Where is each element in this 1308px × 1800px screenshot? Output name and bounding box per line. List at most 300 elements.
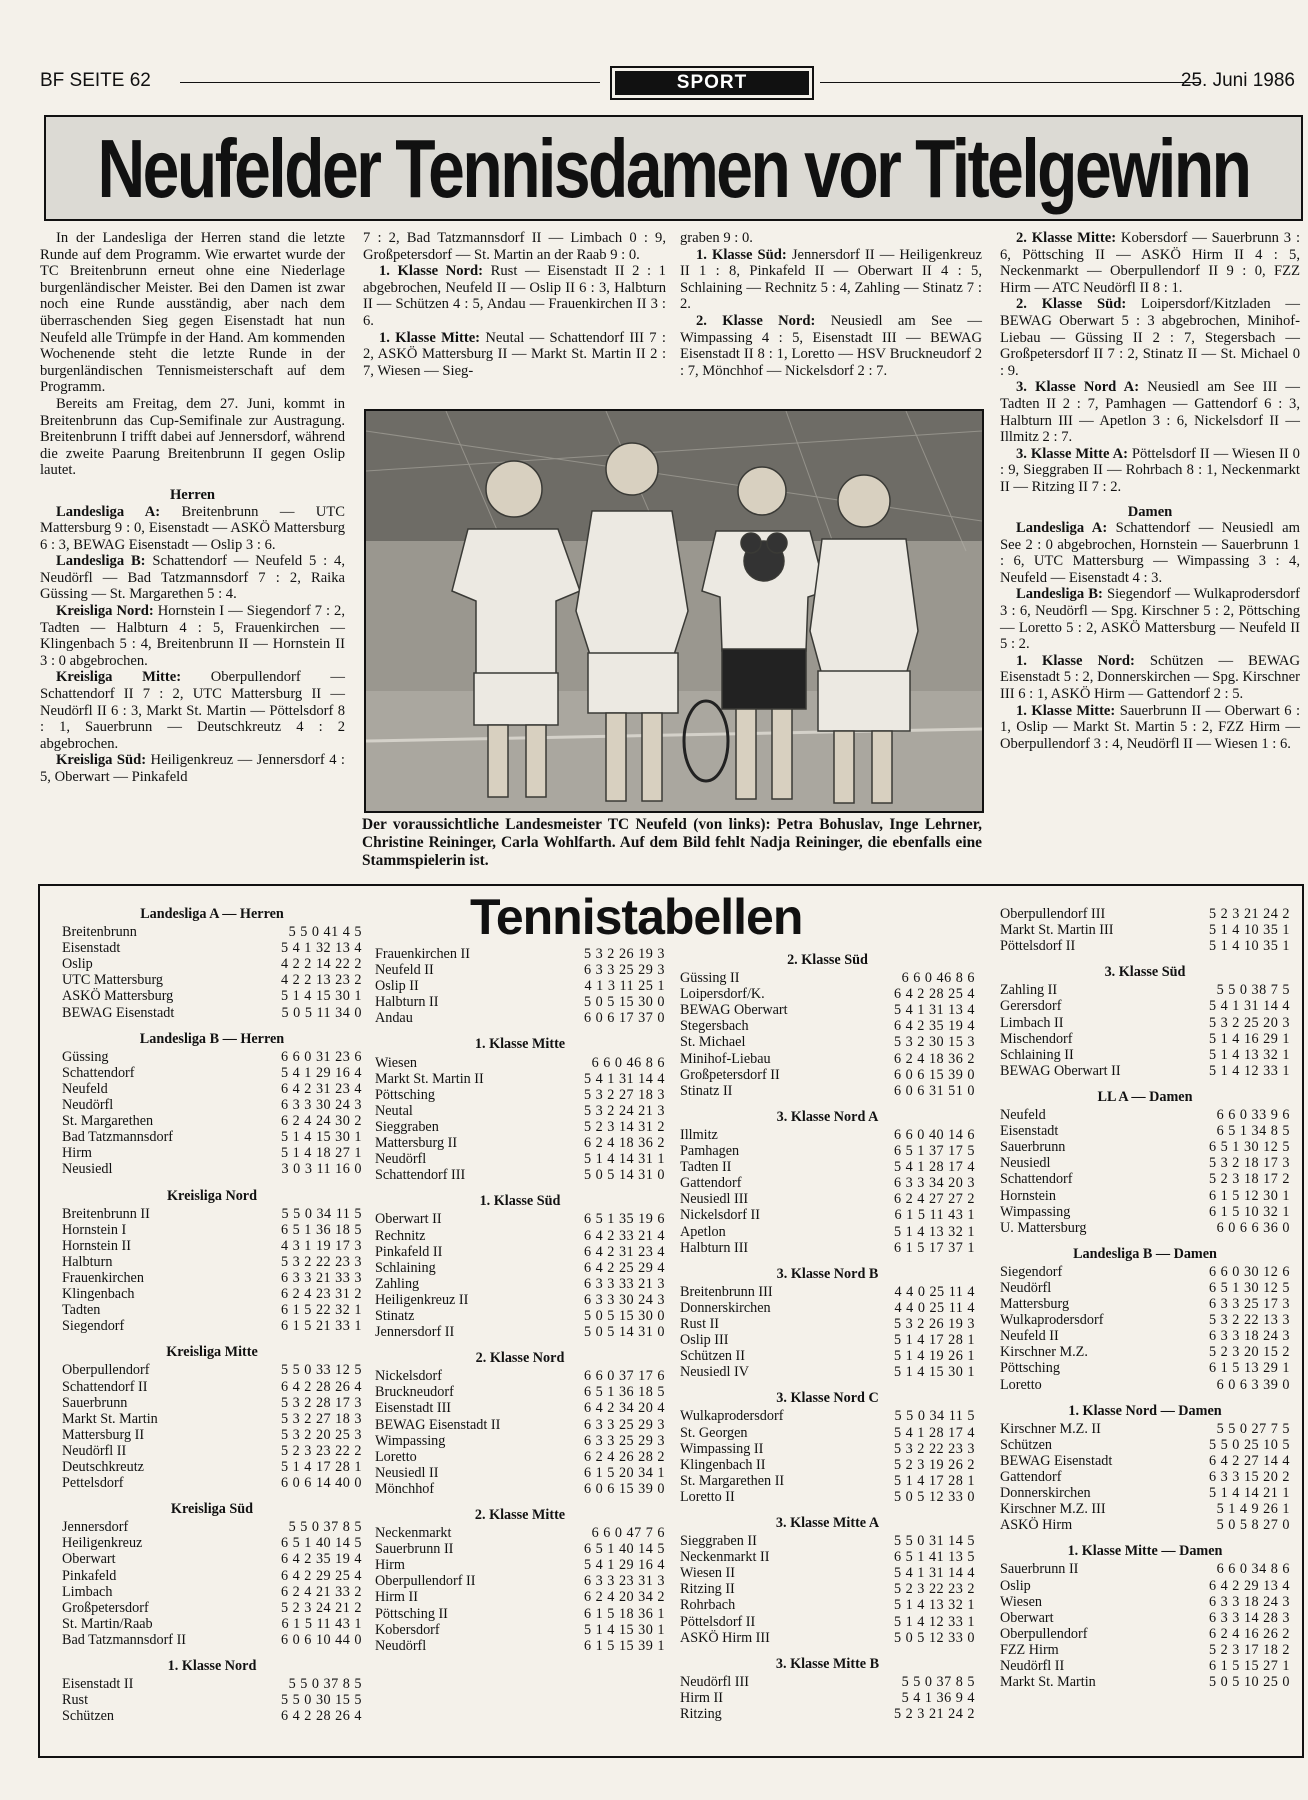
team-name: Rust — [62, 1692, 89, 1709]
team-name: ASKÖ Mattersburg — [62, 988, 174, 1005]
result-paragraph: 2. Klasse Nord: Neusiedl am See — Wimpassing 4 : 5, Eisenstadt III — BEWAG Eisenstadt II 8 : 1, Loretto — HSV Bruckneudorf 2 : 7, Mönchhof — Nickelsdorf 2 : 7. — [680, 312, 982, 379]
team-name: BEWAG Oberwart II — [1000, 1062, 1121, 1079]
team-name: BEWAG Oberwart — [680, 1002, 788, 1019]
table-row — [375, 1103, 665, 1119]
team-name: Markt St. Martin — [1000, 1674, 1096, 1691]
team-stats: 5 1 4 9 26 1 — [1216, 1501, 1290, 1518]
table-row — [62, 1113, 362, 1129]
table-row — [680, 1191, 975, 1207]
team-name: Wiesen — [1000, 1593, 1042, 1610]
article-paragraph: In der Landesliga der Herren stand die letzte Runde auf dem Programm. Wie erwartet wurde der TC Breitenbrunn erneut ohne eine Niederlage burgenländischer Meister. Bei den Damen ist zwar noch eine Runde ausständig, aber nach dem überraschenden Sieg gegen Eisenstadt hat nun Neufeld alle Trümpfe in der Hand. Am kommenden Wochenende steht die letzte Runde in der burgenländischen Tennismeisterschaft auf dem Programm. — [40, 230, 345, 396]
team-name: Wiesen II — [680, 1565, 735, 1582]
team-name: Wulkaprodersdorf — [1000, 1312, 1104, 1329]
team-name: Pöttsching — [375, 1086, 435, 1103]
team-stats: 6 1 5 13 29 1 — [1209, 1360, 1290, 1377]
table-row — [1000, 1360, 1290, 1376]
team-name: Frauenkirchen — [62, 1269, 144, 1286]
team-name: Sieggraben II — [680, 1533, 757, 1550]
table-title: Kreisliga Süd — [170, 1501, 254, 1518]
team-stats: 5 1 4 12 33 1 — [1209, 1062, 1290, 1079]
team-name: Hornstein II — [62, 1237, 131, 1254]
tables-column-4 — [1000, 906, 1290, 1700]
table-row — [375, 1606, 665, 1622]
team-stats: 6 1 5 20 34 1 — [584, 1464, 665, 1481]
team-name: Güssing II — [680, 970, 740, 987]
table-row — [1000, 1578, 1290, 1594]
table-row — [680, 1597, 975, 1613]
headline-box — [44, 115, 1303, 221]
team-name: Jennersdorf II — [375, 1324, 455, 1341]
team-name: Mischendorf — [1000, 1030, 1073, 1047]
team-name: Kobersdorf — [375, 1621, 440, 1638]
table-row — [375, 994, 665, 1010]
table-row — [680, 1207, 975, 1223]
team-name: Neudörfl II — [62, 1442, 127, 1459]
team-name: Neutal — [375, 1102, 413, 1119]
team-name: Eisenstadt II — [62, 1676, 134, 1693]
team-name: Oberwart — [1000, 1609, 1054, 1626]
table-row — [680, 1549, 975, 1565]
team-stats: 5 1 4 13 32 1 — [894, 1597, 975, 1614]
table-title: Landesliga B — Damen — [1073, 1245, 1217, 1262]
team-name: Neusiedl IV — [680, 1364, 749, 1381]
team-name: Halbturn — [62, 1253, 113, 1270]
subheading-herren: Herren — [169, 486, 216, 503]
table-row — [375, 1638, 665, 1654]
team-name: Mönchhof — [375, 1480, 435, 1497]
result-paragraph: 3. Klasse Nord A: Neusiedl am See III — Tadten II 2 : 7, Pamhagen — Gattendorf 6 : 3, Halbturn III — Apetlon 3 : 6, Nickelsdorf II — Illmitz 2 : 7. — [1000, 379, 1301, 446]
standings-table — [62, 1658, 362, 1724]
table-row — [62, 1692, 362, 1708]
table-row — [680, 1034, 975, 1050]
table-row — [375, 1417, 665, 1433]
team-stats: 6 6 0 47 7 6 — [591, 1525, 665, 1542]
table-row — [62, 1302, 362, 1318]
team-stats: 5 1 4 14 21 1 — [1209, 1485, 1290, 1502]
team-name: Pöttelsdorf II — [680, 1613, 756, 1630]
table-row — [375, 978, 665, 994]
team-stats: 6 5 1 35 19 6 — [584, 1211, 665, 1228]
team-name: Stegersbach — [680, 1018, 749, 1035]
team-stats: 6 1 5 11 43 1 — [281, 1615, 362, 1632]
team-name: Tadten — [62, 1302, 101, 1319]
team-stats: 6 0 6 10 44 0 — [281, 1631, 362, 1648]
table-row — [375, 962, 665, 978]
standings-table — [1000, 1089, 1290, 1236]
standings-table — [375, 1193, 665, 1340]
team-name: Gattendorf — [1000, 1469, 1062, 1485]
team-stats: 6 0 6 15 39 0 — [894, 1066, 975, 1083]
table-row — [680, 1051, 975, 1067]
team-name: Wulkaprodersdorf — [680, 1408, 784, 1425]
team-name: Breitenbrunn II — [62, 1205, 150, 1222]
team-name: Oberwart II — [375, 1211, 442, 1228]
table-row — [680, 1240, 975, 1256]
table-row — [62, 956, 362, 972]
team-name: Neudörfl III — [680, 1673, 749, 1690]
team-name: Mattersburg — [1000, 1296, 1070, 1313]
team-name: Pöttsching — [1000, 1360, 1060, 1377]
table-title: LL A — Damen — [1097, 1088, 1193, 1105]
team-stats: 6 2 4 20 34 2 — [584, 1589, 665, 1606]
table-row — [1000, 1220, 1290, 1236]
table-row — [62, 1459, 362, 1475]
team-stats: 6 3 3 25 29 3 — [584, 1416, 665, 1433]
team-stats: 5 1 4 15 30 1 — [281, 1129, 362, 1146]
table-row — [62, 988, 362, 1004]
team-name: Limbach II — [1000, 1014, 1064, 1031]
team-stats: 5 5 0 34 11 5 — [894, 1408, 975, 1425]
team-stats: 5 3 2 22 23 3 — [894, 1440, 975, 1457]
team-name: Tadten II — [680, 1159, 732, 1176]
team-name: Schützen — [1000, 1436, 1053, 1453]
table-row — [1000, 1155, 1290, 1171]
team-name: Sauerbrunn II — [375, 1541, 454, 1558]
team-stats: 6 5 1 34 8 5 — [1216, 1123, 1290, 1140]
result-paragraph: Kreisliga Nord: Hornstein I — Siegendorf 7 : 2, Tadten — Halbturn 4 : 5, Frauenkirchen — Klingenbach 5 : 4, Breitenbrunn II — Hornstein II 3 : 0 abgebrochen. — [40, 603, 345, 669]
article-column-2 — [363, 230, 666, 379]
team-name: Hornstein — [1000, 1187, 1056, 1204]
team-name: Eisenstadt III — [375, 1400, 452, 1417]
table-row — [375, 946, 665, 962]
article-paragraph: Bereits am Freitag, dem 27. Juni, kommt in Breitenbrunn das Cup-Semifinale zur Austragung. Breitenbrunn I trifft dabei auf Jennersdorf, während die zweite Paarung Breitenbrunn II gegen Oslip lautet. — [40, 395, 345, 479]
team-stats: 6 0 6 17 37 0 — [584, 1010, 665, 1027]
team-name: Rust II — [680, 1315, 720, 1332]
team-name: Bad Tatzmannsdorf II — [62, 1631, 187, 1648]
table-row — [1000, 1139, 1290, 1155]
table-row — [680, 970, 975, 986]
team-name: Stinatz II — [680, 1082, 733, 1099]
team-name: Heiligenkreuz II — [375, 1291, 469, 1308]
table-row — [1000, 1031, 1290, 1047]
table-title: 2. Klasse Süd — [787, 952, 868, 968]
article-paragraph: 7 : 2, Bad Tatzmannsdorf II — Limbach 0 : 9, Großpetersdorf — St. Martin an der Raab 9 : 0. — [363, 230, 666, 263]
table-row — [375, 1449, 665, 1465]
team-name: Pettelsdorf — [62, 1475, 124, 1492]
team-name: Breitenbrunn III — [680, 1283, 773, 1300]
team-stats: 6 3 3 14 28 3 — [1209, 1609, 1290, 1626]
team-name: Pinkafeld II — [375, 1243, 443, 1260]
team-name: Sauerbrunn — [62, 1394, 128, 1411]
team-name: Pinkafeld — [62, 1567, 117, 1584]
team-stats: 6 3 3 18 24 3 — [1209, 1328, 1290, 1345]
table-row — [375, 1384, 665, 1400]
table-row — [62, 1395, 362, 1411]
table-row — [62, 972, 362, 988]
team-name: Neusiedl — [62, 1161, 113, 1178]
table-row — [680, 1348, 975, 1364]
team-stats: 5 2 3 22 23 2 — [894, 1581, 975, 1598]
table-row — [62, 1161, 362, 1177]
table-row — [375, 1228, 665, 1244]
team-stats: 6 2 4 27 27 2 — [894, 1191, 975, 1208]
table-row — [1000, 1469, 1290, 1485]
table-row — [62, 1379, 362, 1395]
table-row — [680, 986, 975, 1002]
table-row — [680, 1083, 975, 1099]
team-name: Siegendorf — [62, 1318, 125, 1335]
team-name: Neusiedl III — [680, 1191, 749, 1208]
team-name: Apetlon — [680, 1223, 726, 1240]
article-paragraph: graben 9 : 0. — [680, 230, 753, 246]
table-row — [1000, 1344, 1290, 1360]
table-row — [62, 1097, 362, 1113]
team-name: Oslip III — [680, 1332, 729, 1349]
page-header — [40, 70, 1295, 96]
team-name: Breitenbrunn — [62, 924, 137, 941]
table-row — [1000, 1501, 1290, 1517]
team-stats: 5 1 4 13 32 1 — [1209, 1046, 1290, 1063]
table-row — [680, 1473, 975, 1489]
team-name: Großpetersdorf II — [680, 1066, 780, 1083]
team-name: Oberpullendorf — [1000, 1625, 1088, 1642]
table-row — [62, 1206, 362, 1222]
team-name: Hirm — [62, 1145, 92, 1162]
team-stats: 6 0 6 6 36 0 — [1216, 1219, 1290, 1236]
team-name: Loretto — [375, 1448, 417, 1465]
result-paragraph: Landesliga B: Schattendorf — Neufeld 5 : 4, Neudörfl — Bad Tatzmannsdorf 7 : 2, Raika Güssing — St. Margarethen 5 : 4. — [40, 553, 345, 603]
table-row — [375, 1151, 665, 1167]
team-stats: 5 0 5 14 31 0 — [584, 1167, 665, 1184]
team-stats: 5 5 0 25 10 5 — [1209, 1436, 1290, 1453]
team-stats: 5 2 3 24 21 2 — [281, 1599, 362, 1616]
subheading-damen: Damen — [1127, 503, 1173, 520]
table-row — [62, 1535, 362, 1551]
table-row — [1000, 922, 1290, 938]
team-name: Neudörfl — [62, 1097, 114, 1114]
team-name: Bruckneudorf — [375, 1384, 454, 1401]
table-row — [62, 1270, 362, 1286]
team-stats: 5 0 5 10 25 0 — [1209, 1674, 1290, 1691]
team-stats: 6 1 5 10 32 1 — [1209, 1203, 1290, 1220]
table-row — [62, 1238, 362, 1254]
team-stats: 6 2 4 24 30 2 — [281, 1113, 362, 1130]
team-stats: 5 5 0 34 11 5 — [281, 1205, 362, 1222]
table-row — [680, 1018, 975, 1034]
team-stats: 6 5 1 30 12 5 — [1209, 1139, 1290, 1156]
team-name: Neufeld II — [375, 962, 434, 979]
team-stats: 6 4 2 28 25 4 — [894, 986, 975, 1003]
team-name: ASKÖ Hirm — [1000, 1517, 1073, 1534]
team-name: Pamhagen — [680, 1143, 740, 1160]
table-title: 3. Klasse Nord C — [776, 1390, 879, 1407]
team-name: Schlaining — [375, 1259, 436, 1276]
team-stats: 4 1 3 11 25 1 — [584, 978, 665, 995]
team-stats: 6 6 0 46 8 6 — [591, 1054, 665, 1071]
page-label: BF SEITE 62 — [40, 70, 151, 91]
team-stats: 6 4 2 34 20 4 — [584, 1400, 665, 1417]
team-stats: 6 2 4 18 36 2 — [894, 1050, 975, 1067]
result-paragraph: 3. Klasse Mitte A: Pöttelsdorf II — Wiesen II 0 : 9, Sieggraben II — Rohrbach 8 : 1, Neckenmarkt II — Ritzing II 7 : 2. — [1000, 445, 1300, 495]
table-row — [62, 1411, 362, 1427]
team-stats: 5 4 1 31 14 4 — [894, 1565, 975, 1582]
team-stats: 6 5 1 36 18 5 — [584, 1384, 665, 1401]
team-stats: 6 6 0 33 9 6 — [1216, 1107, 1290, 1124]
table-row — [1000, 1485, 1290, 1501]
team-name: Ritzing II — [680, 1581, 735, 1598]
team-stats: 5 4 1 29 16 4 — [281, 1064, 362, 1081]
team-stats: 5 2 3 17 18 2 — [1209, 1641, 1290, 1658]
team-stats: 6 0 6 31 51 0 — [894, 1082, 975, 1099]
table-row — [375, 1308, 665, 1324]
team-name: UTC Mattersburg — [62, 972, 164, 989]
table-title: 1. Klasse Nord — [167, 1658, 257, 1675]
team-stats: 6 4 2 33 21 4 — [584, 1227, 665, 1244]
team-stats: 5 4 1 31 14 4 — [584, 1070, 665, 1087]
table-row — [375, 1276, 665, 1292]
team-name: Großpetersdorf — [62, 1599, 149, 1616]
team-name: Mattersburg II — [375, 1135, 458, 1152]
team-name: Heiligenkreuz — [62, 1535, 143, 1552]
team-stats: 5 2 3 21 24 2 — [894, 1706, 975, 1723]
team-name: Oslip — [62, 956, 93, 973]
table-row — [62, 1427, 362, 1443]
team-stats: 6 4 2 25 29 4 — [584, 1259, 665, 1276]
team-stats: 5 4 1 32 13 4 — [281, 940, 362, 957]
team-stats: 5 1 4 17 28 1 — [894, 1332, 975, 1349]
team-stats: 5 2 3 18 17 2 — [1209, 1171, 1290, 1188]
team-stats: 6 2 4 23 31 2 — [281, 1286, 362, 1303]
table-row — [680, 1533, 975, 1549]
standings-table — [680, 1109, 975, 1256]
team-name: Hirm II — [680, 1689, 723, 1706]
team-stats: 5 3 2 22 23 3 — [281, 1253, 362, 1270]
team-stats: 6 3 3 21 33 3 — [281, 1269, 362, 1286]
team-name: St. Martin/Raab — [62, 1615, 153, 1632]
table-title: Landesliga A — Herren — [140, 906, 284, 922]
team-stats: 5 1 4 15 30 1 — [894, 1364, 975, 1381]
team-name: U. Mattersburg — [1000, 1219, 1087, 1236]
team-stats: 5 3 2 22 13 3 — [1209, 1312, 1290, 1329]
table-title: Kreisliga Nord — [167, 1187, 257, 1204]
standings-table — [1000, 1543, 1290, 1690]
team-name: Schattendorf — [1000, 1171, 1073, 1188]
table-row — [62, 1616, 362, 1632]
team-name: Zahling II — [1000, 982, 1058, 999]
team-stats: 6 5 1 30 12 5 — [1209, 1279, 1290, 1296]
team-name: Markt St. Martin II — [375, 1070, 484, 1087]
team-stats: 5 1 4 15 30 1 — [281, 988, 362, 1005]
table-row — [680, 1408, 975, 1424]
table-row — [680, 1364, 975, 1380]
team-stats: 5 0 5 15 30 0 — [584, 1307, 665, 1324]
team-stats: 5 1 4 17 28 1 — [894, 1472, 975, 1489]
team-stats: 6 3 3 15 20 2 — [1209, 1469, 1290, 1485]
team-name: Stinatz — [375, 1307, 415, 1324]
table-row — [375, 1135, 665, 1151]
table-row — [375, 1481, 665, 1497]
article-column-3 — [680, 230, 982, 379]
table-row — [1000, 1015, 1290, 1031]
team-stats: 5 4 1 28 17 4 — [894, 1424, 975, 1441]
team-stats: 5 2 3 21 24 2 — [1209, 906, 1290, 922]
team-name: Zahling — [375, 1275, 420, 1292]
team-name: Kirschner M.Z. III — [1000, 1501, 1106, 1518]
table-title: 1. Klasse Süd — [479, 1193, 561, 1210]
team-stats: 6 3 3 33 21 3 — [584, 1275, 665, 1292]
table-row — [1000, 1517, 1290, 1533]
table-row — [62, 1065, 362, 1081]
team-name: Pöttelsdorf II — [1000, 938, 1076, 955]
table-row — [375, 1433, 665, 1449]
standings-table — [1000, 1403, 1290, 1534]
table-title: 2. Klasse Nord — [475, 1350, 565, 1367]
result-paragraph: 1. Klasse Mitte: Sauerbrunn II — Oberwart 6 : 1, Oslip — Markt St. Martin 5 : 2, FZZ Hirm — Oberpullendorf 3 : 4, Neudörfl II — Wiesen 1 : 6. — [1000, 702, 1300, 752]
team-stats: 5 5 0 30 15 5 — [281, 1692, 362, 1709]
table-row — [62, 1443, 362, 1459]
standings-table — [680, 1656, 975, 1722]
team-name: Frauenkirchen II — [375, 946, 470, 962]
table-row — [1000, 1437, 1290, 1453]
table-row — [680, 1316, 975, 1332]
table-title: 3. Klasse Mitte B — [775, 1655, 880, 1672]
table-row — [375, 1244, 665, 1260]
table-row — [62, 1005, 362, 1021]
table-row — [1000, 1047, 1290, 1063]
team-stats: 5 1 4 12 33 1 — [894, 1613, 975, 1630]
team-name: Halbturn III — [680, 1239, 749, 1256]
table-row — [62, 1475, 362, 1491]
team-name: Nickelsdorf — [375, 1368, 442, 1385]
table-row — [1000, 1107, 1290, 1123]
team-name: FZZ Hirm — [1000, 1641, 1059, 1658]
standings-table — [680, 1390, 975, 1505]
table-row — [1000, 1610, 1290, 1626]
team-name: Eisenstadt — [1000, 1123, 1059, 1140]
team-name: Wiesen — [375, 1054, 417, 1071]
team-stats: 6 4 2 28 26 4 — [281, 1708, 362, 1725]
team-name: Oberpullendorf II — [375, 1573, 476, 1590]
tables-title: Tennistabellen — [470, 889, 803, 945]
team-stats: 5 5 0 38 7 5 — [1216, 982, 1290, 999]
team-name: Rohrbach — [680, 1597, 736, 1614]
table-row — [1000, 938, 1290, 954]
team-stats: 6 1 5 15 27 1 — [1209, 1658, 1290, 1675]
table-title: 1. Klasse Mitte — [474, 1036, 566, 1053]
team-name: St. Georgen — [680, 1424, 748, 1441]
team-stats: 5 5 0 37 8 5 — [901, 1673, 975, 1690]
table-row — [680, 1674, 975, 1690]
table-row — [62, 940, 362, 956]
team-name: Klingenbach II — [680, 1456, 766, 1473]
header-rule-left — [180, 82, 600, 83]
team-stats: 5 4 1 31 13 4 — [894, 1002, 975, 1019]
team-stats: 6 5 1 37 17 5 — [894, 1143, 975, 1160]
team-photo-illustration — [366, 411, 982, 811]
team-stats: 5 3 2 20 25 3 — [281, 1426, 362, 1443]
table-row — [1000, 1674, 1290, 1690]
table-row — [375, 1087, 665, 1103]
table-title: 2. Klasse Mitte — [474, 1507, 566, 1523]
headline: Neufelder Tennisdamen vor Titelgewinn — [97, 121, 1250, 215]
team-stats: 5 3 2 27 18 3 — [584, 1086, 665, 1103]
team-stats: 4 4 0 25 11 4 — [894, 1283, 975, 1300]
table-row — [62, 1551, 362, 1567]
team-stats: 5 0 5 14 31 0 — [584, 1324, 665, 1341]
team-stats: 6 4 2 35 19 4 — [281, 1551, 362, 1568]
team-stats: 5 3 2 18 17 3 — [1209, 1155, 1290, 1172]
team-stats: 6 5 1 36 18 5 — [281, 1221, 362, 1238]
team-stats: 5 3 2 26 19 3 — [584, 946, 665, 962]
team-name: Neudörfl — [1000, 1279, 1052, 1296]
team-name: St. Margarethen II — [680, 1472, 785, 1489]
team-stats: 6 3 3 18 24 3 — [1209, 1593, 1290, 1610]
table-row — [375, 1010, 665, 1026]
team-name: Nickelsdorf II — [680, 1207, 760, 1224]
table-row — [1000, 906, 1290, 922]
table-row — [1000, 1642, 1290, 1658]
team-name: Oberwart — [62, 1551, 116, 1568]
